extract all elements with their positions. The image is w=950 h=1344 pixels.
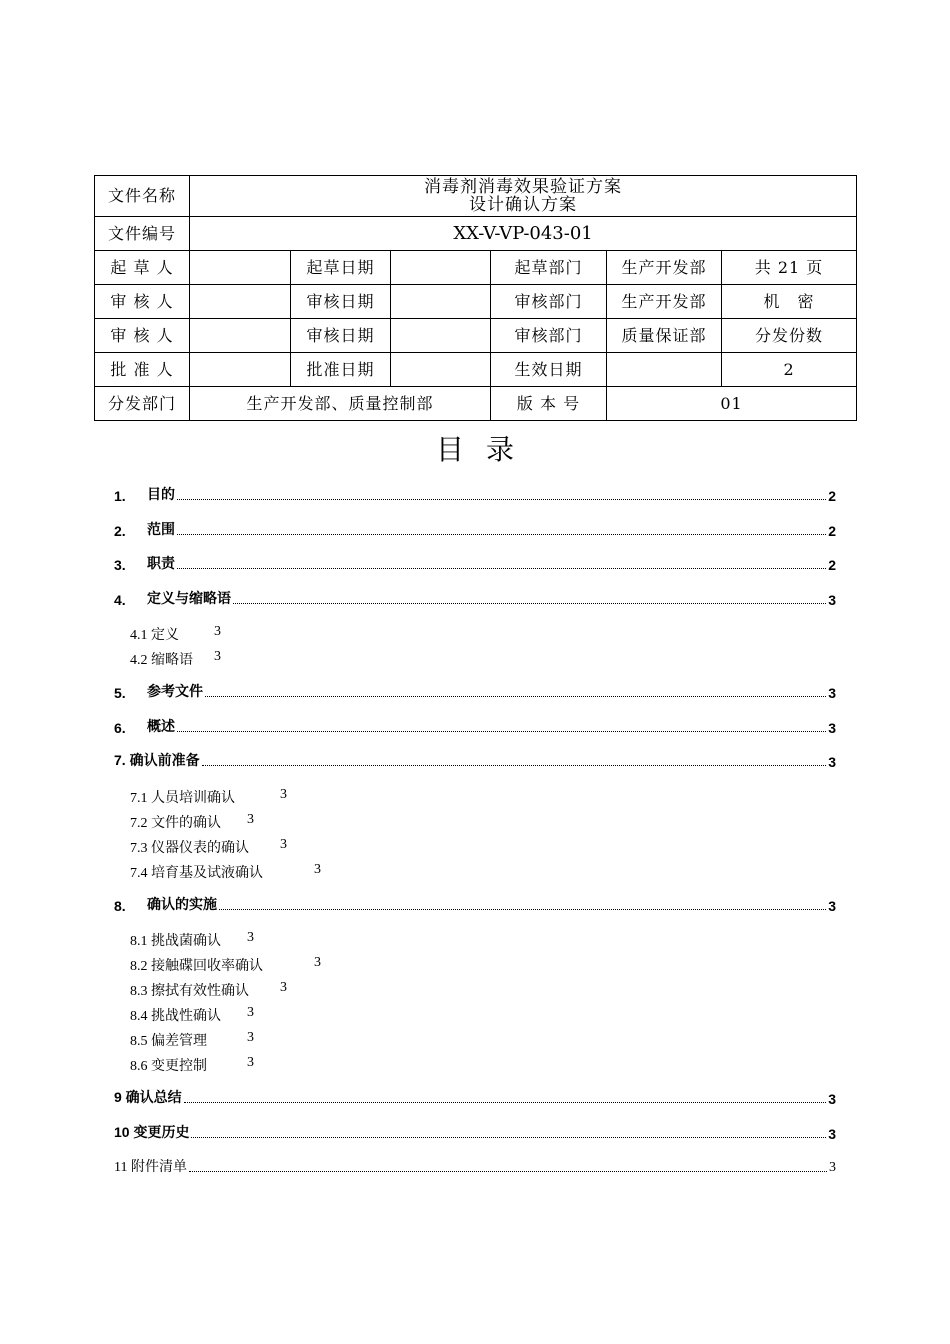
role-label: 批 准 人 [95,353,190,387]
toc-sub-entry-page: 3 [314,955,321,970]
dist-label: 分发部门 [95,387,190,421]
doc-no: XX-V-VP-043-01 [190,217,857,251]
toc-sub-entry[interactable] [130,787,287,807]
toc-sub-entry[interactable] [130,1005,254,1025]
toc-sub-entry-page: 3 [214,624,221,639]
dot-leader [233,602,826,604]
dot-leader [205,695,826,697]
dot-leader [177,730,826,732]
role-name [190,353,291,387]
extra-value: 2 [722,353,857,387]
toc-entry-page: 3 [828,720,836,736]
dot-leader [202,764,827,766]
role-label: 审 核 人 [95,319,190,353]
toc-entry-title: 确认的实施 [147,896,217,912]
toc-sub-entry-page: 3 [314,862,321,877]
date-label: 审核日期 [291,285,391,319]
toc-sub-entry-page: 3 [280,980,287,995]
toc-sub-entry[interactable] [130,837,287,857]
toc-entry[interactable] [114,716,836,736]
toc-entry-page: 3 [828,754,836,770]
toc-sub-entry-title: 8.3 擦拭有效性确认 [130,984,249,999]
toc-entry-page: 3 [828,1126,836,1142]
dept-label: 生效日期 [491,353,607,387]
toc-entry-title: 范围 [147,521,175,537]
toc-sub-entry-title: 8.5 偏差管理 [130,1034,207,1049]
toc-entry-number: 8. [114,898,126,914]
table-row [95,353,857,387]
dot-leader [177,567,826,569]
toc-sub-entry[interactable] [130,1055,254,1075]
toc-sub-entry-page: 3 [247,1055,254,1070]
toc-sub-entry[interactable] [130,812,254,832]
extra-value: 机 密 [722,285,857,319]
toc-entry-title: 概述 [147,718,175,734]
toc-sub-entry-title: 8.1 挑战菌确认 [130,934,221,949]
toc-sub-entry-page: 3 [247,1030,254,1045]
toc-entry-page: 3 [828,1091,836,1107]
toc-sub-entry-title: 4.2 缩略语 [130,653,193,668]
dept-label: 审核部门 [491,285,607,319]
toc-entry[interactable] [114,519,836,539]
toc-entry-number: 6. [114,720,126,736]
toc-entry[interactable] [114,681,836,701]
toc-entry-title: 10 变更历史 [114,1124,190,1140]
toc-sub-entry-page: 3 [214,649,221,664]
dept-value: 生产开发部 [607,285,722,319]
table-row [95,285,857,319]
dot-leader [177,533,826,535]
toc-entry-number: 1. [114,488,126,504]
toc-entry[interactable] [114,1122,836,1142]
extra-value: 分发份数 [722,319,857,353]
role-name [190,251,291,285]
date-value [391,353,491,387]
version-value: 01 [607,387,857,421]
toc-entry-page: 3 [828,685,836,701]
table-row [95,387,857,421]
dept-label: 起草部门 [491,251,607,285]
toc-sub-entry-page: 3 [280,787,287,802]
toc-entry[interactable] [114,1087,836,1107]
date-value [391,285,491,319]
dot-leader [191,1136,826,1138]
doc-no-label: 文件编号 [95,217,190,251]
toc-sub-entry[interactable] [130,624,221,644]
dist-value: 生产开发部、质量控制部 [190,387,491,421]
dot-leader [177,498,826,500]
table-row [95,319,857,353]
toc-sub-entry[interactable] [130,980,287,1000]
role-name [190,319,291,353]
toc-entry-title: 参考文件 [147,683,203,699]
date-label: 起草日期 [291,251,391,285]
role-label: 审 核 人 [95,285,190,319]
toc-heading: 目录 [435,433,536,466]
toc-sub-entry[interactable] [130,955,321,975]
toc-entry[interactable] [114,553,836,573]
doc-title-line1: 消毒剂消毒效果验证方案 [424,177,623,197]
toc-entry-number: 3. [114,557,126,573]
toc-sub-entry-title: 7.3 仪器仪表的确认 [130,841,249,856]
dot-leader [189,1170,827,1172]
role-name [190,285,291,319]
toc-sub-entry[interactable] [130,1030,254,1050]
toc-sub-entry-title: 7.1 人员培训确认 [130,791,235,806]
toc-entry[interactable] [114,894,836,914]
toc-entry-page: 3 [828,898,836,914]
toc-sub-entry-title: 7.4 培育基及试液确认 [130,866,263,881]
table-row [95,251,857,285]
version-label: 版 本 号 [491,387,607,421]
toc-entry-number: 4. [114,592,126,608]
toc-entry-page: 2 [828,557,836,573]
toc-entry-title: 职责 [147,555,175,571]
toc-entry-title: 定义与缩略语 [147,590,231,606]
toc-entry-page: 3 [829,1160,836,1175]
doc-name-label: 文件名称 [95,176,190,217]
toc-sub-entry-title: 8.2 接触碟回收率确认 [130,959,263,974]
toc-sub-entry-title: 7.2 文件的确认 [130,816,221,831]
dept-value: 质量保证部 [607,319,722,353]
toc-sub-entry[interactable] [130,649,221,669]
date-label: 审核日期 [291,319,391,353]
role-label: 起 草 人 [95,251,190,285]
toc-entry-page: 2 [828,488,836,504]
toc-entry-title: 目的 [147,486,175,502]
toc-entry-title: 9 确认总结 [114,1089,182,1105]
toc-sub-entry-page: 3 [247,930,254,945]
date-value [391,319,491,353]
dept-value [607,353,722,387]
dot-leader [219,908,826,910]
toc-entry-page: 3 [828,592,836,608]
toc-entry-page: 2 [828,523,836,539]
toc-entry-title: 11 附件清单 [114,1160,187,1175]
toc-sub-entry-page: 3 [280,837,287,852]
extra-value: 共 21 页 [722,251,857,285]
toc-entry[interactable] [114,750,836,770]
toc-sub-entry-title: 4.1 定义 [130,628,179,643]
date-value [391,251,491,285]
toc-sub-entry[interactable] [130,930,254,950]
dot-leader [184,1101,827,1103]
toc-entry[interactable] [114,1156,836,1176]
toc-entry[interactable] [114,588,836,608]
toc-sub-entry[interactable] [130,862,321,882]
date-label: 批准日期 [291,353,391,387]
doc-title-line2: 设计确认方案 [469,195,578,215]
toc-sub-entry-page: 3 [247,1005,254,1020]
toc-entry-title: 7. 确认前准备 [114,752,200,768]
toc-sub-entry-title: 8.4 挑战性确认 [130,1009,221,1024]
toc-entry-number: 2. [114,523,126,539]
toc-entry[interactable] [114,484,836,504]
dept-value: 生产开发部 [607,251,722,285]
doc-title-cell [190,176,857,217]
dept-label: 审核部门 [491,319,607,353]
document-control-table [94,175,857,421]
toc-sub-entry-page: 3 [247,812,254,827]
toc-entry-number: 5. [114,685,126,701]
toc-sub-entry-title: 8.6 变更控制 [130,1059,207,1074]
